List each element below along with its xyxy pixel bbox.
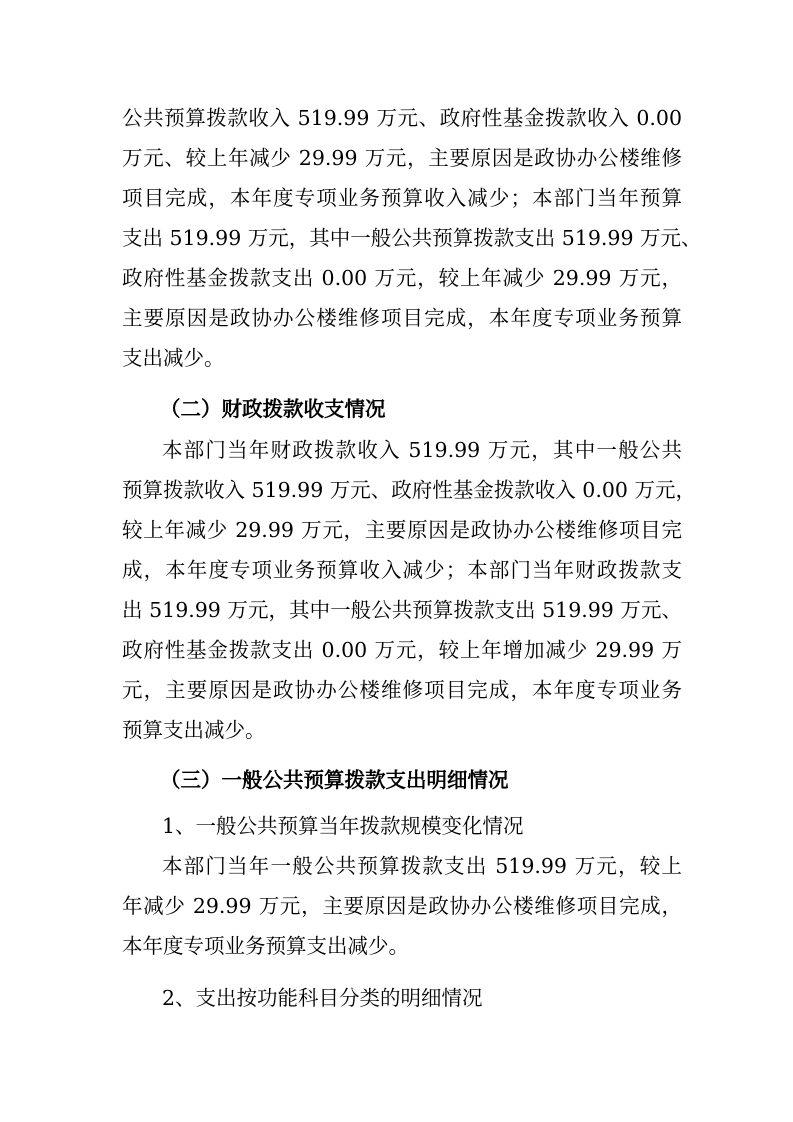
paragraph-1-line-2: 万元、较上年减少 29.99 万元，主要原因是政协办公楼维修 xyxy=(122,146,682,170)
subsection-heading-scale-change: 1、一般公共预算当年拨款规模变化情况 xyxy=(162,814,524,838)
paragraph-1-line-7: 支出减少。 xyxy=(122,346,225,370)
paragraph-2-line-8: 预算支出减少。 xyxy=(122,718,266,742)
paragraph-3-line-1: 本部门当年一般公共预算拨款支出 519.99 万元，较上 xyxy=(162,854,682,878)
paragraph-2-line-2: 预算拨款收入 519.99 万元、政府性基金拨款收入 0.00 万元， xyxy=(122,478,696,502)
paragraph-1-line-4: 支出 519.99 万元，其中一般公共预算拨款支出 519.99 万元、 xyxy=(122,226,702,250)
paragraph-2-line-1: 本部门当年财政拨款收入 519.99 万元，其中一般公共 xyxy=(162,438,682,462)
subsection-heading-function-classification: 2、支出按功能科目分类的明细情况 xyxy=(162,986,483,1010)
paragraph-2-line-6: 政府性基金拨款支出 0.00 万元，较上年增加减少 29.99 万 xyxy=(122,638,682,662)
paragraph-1-line-3: 项目完成，本年度专项业务预算收入减少；本部门当年预算 xyxy=(122,186,682,210)
paragraph-1-line-1: 公共预算拨款收入 519.99 万元、政府性基金拨款收入 0.00 xyxy=(122,106,682,130)
paragraph-1-line-6: 主要原因是政协办公楼维修项目完成，本年度专项业务预算 xyxy=(122,306,682,330)
paragraph-3-line-3: 本年度专项业务预算支出减少。 xyxy=(122,934,409,958)
paragraph-2-line-3: 较上年减少 29.99 万元，主要原因是政协办公楼维修项目完 xyxy=(122,518,682,542)
paragraph-3-line-2: 年减少 29.99 万元，主要原因是政协办公楼维修项目完成， xyxy=(122,894,682,918)
paragraph-2-line-5: 出 519.99 万元，其中一般公共预算拨款支出 519.99 万元、 xyxy=(122,598,682,622)
section-heading-financial-appropriation: （二）财政拨款收支情况 xyxy=(160,397,386,421)
paragraph-2-line-7: 元，主要原因是政协办公楼维修项目完成，本年度专项业务 xyxy=(122,678,682,702)
paragraph-1-line-5: 政府性基金拨款支出 0.00 万元，较上年减少 29.99 万元， xyxy=(122,266,682,290)
paragraph-2-line-4: 成，本年度专项业务预算收入减少；本部门当年财政拨款支 xyxy=(122,558,682,582)
section-heading-general-budget-details: （三）一般公共预算拨款支出明细情况 xyxy=(160,768,509,792)
